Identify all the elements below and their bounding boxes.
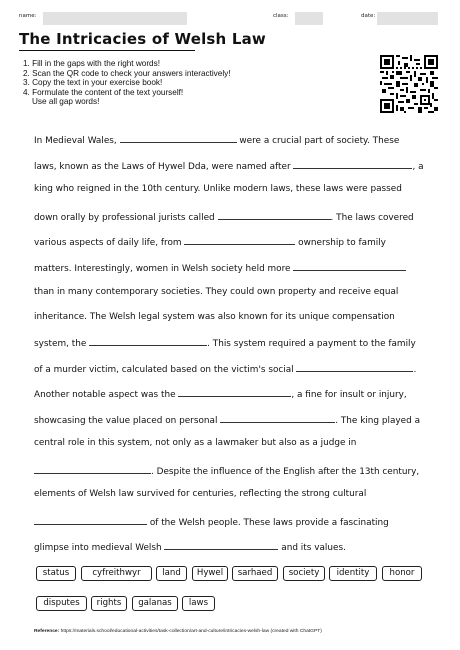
text-line xyxy=(34,184,402,196)
text-segment: Another notable aspect was the xyxy=(34,390,179,400)
gap-blank[interactable] xyxy=(293,159,412,169)
instruction-item: 1. Fill in the gaps with the right words! xyxy=(23,59,160,68)
gap-blank[interactable] xyxy=(34,464,151,474)
word-chip[interactable]: Hywel xyxy=(192,566,228,581)
text-segment: were a crucial part of society. These xyxy=(236,136,400,146)
text-segment: showcasing the value placed on personal xyxy=(34,416,221,426)
gap-blank[interactable] xyxy=(164,540,278,550)
gap-blank[interactable] xyxy=(34,515,147,525)
text-line xyxy=(34,489,366,501)
word-chip[interactable]: cyfreithwyr xyxy=(81,566,152,581)
text-segment: system, the xyxy=(34,339,90,349)
text-line xyxy=(34,540,346,552)
text-line xyxy=(34,515,389,527)
text-segment: elements of Welsh law survived for centuries, reflecting the strong cultural xyxy=(34,489,367,499)
instruction-item: 2. Scan the QR code to check your answers interactively! xyxy=(23,68,231,78)
text-segment: of the Welsh people. These laws provide a fascinating xyxy=(147,518,389,528)
text-segment: inheritance. The Welsh legal system was also known for its unique compensation xyxy=(34,312,395,322)
text-line xyxy=(34,438,356,450)
qr-code[interactable] xyxy=(380,55,438,113)
class-field[interactable] xyxy=(295,12,323,25)
word-chip[interactable]: disputes xyxy=(36,596,87,611)
text-line xyxy=(34,362,416,374)
text-segment: , a fine for insult or injury, xyxy=(291,390,407,400)
instruction-item: Use all gap words! xyxy=(32,97,100,107)
reference-footer xyxy=(34,629,322,634)
text-segment: , a xyxy=(412,162,424,172)
student-header xyxy=(0,12,460,26)
text-segment: . This system required a payment to the family xyxy=(207,339,416,349)
text-line xyxy=(34,287,398,299)
text-line xyxy=(34,336,416,348)
text-line xyxy=(34,210,414,222)
text-segment: matters. Interestingly, women in Welsh society held more xyxy=(34,264,294,274)
word-chip[interactable]: galanas xyxy=(132,596,178,611)
text-segment: down orally by professional jurists called xyxy=(34,213,218,223)
text-segment: central role in this system, not only as a lawmaker but also as a judge in xyxy=(34,438,357,448)
text-segment: various aspects of daily life, from xyxy=(34,238,185,248)
gap-blank[interactable] xyxy=(220,413,335,423)
gap-blank[interactable] xyxy=(218,210,331,220)
text-line xyxy=(34,464,419,476)
gap-blank[interactable] xyxy=(178,387,291,397)
gap-blank[interactable] xyxy=(296,362,413,372)
name-label: name: xyxy=(19,13,37,19)
class-label: class: xyxy=(273,13,289,19)
reference-text: https://materials.school/educational-activities/task-collection/art-and-culture/intricacies-welsh-law (created with ChatGPT) xyxy=(59,629,322,634)
text-line xyxy=(34,312,395,324)
word-chip[interactable]: land xyxy=(156,566,187,581)
text-line xyxy=(34,261,406,273)
instruction-item: 3. Copy the text in your exercise book! xyxy=(23,78,163,88)
instructions-list xyxy=(23,59,231,107)
word-chip[interactable]: honor xyxy=(382,566,422,581)
instruction-item: 4. Formulate the content of the text yourself! xyxy=(23,87,184,97)
text-segment: and its values. xyxy=(278,543,346,553)
word-chip[interactable]: society xyxy=(283,566,325,581)
word-chip[interactable]: status xyxy=(36,566,76,581)
word-chip[interactable]: identity xyxy=(329,566,377,581)
gap-blank[interactable] xyxy=(120,133,237,143)
text-segment: than in many contemporary societies. They could own property and receive equal xyxy=(34,287,399,297)
reference-label: Reference: xyxy=(34,629,60,634)
text-segment: In Medieval Wales, xyxy=(34,136,120,146)
word-chip[interactable]: laws xyxy=(182,596,215,611)
date-field[interactable] xyxy=(377,12,438,25)
text-segment: king who reigned in the 10th century. Unlike modern laws, these laws were passed xyxy=(34,184,402,194)
text-line xyxy=(34,387,407,399)
word-chip[interactable]: rights xyxy=(91,596,127,611)
text-segment: laws, known as the Laws of Hywel Dda, were named after xyxy=(34,162,294,172)
gap-blank[interactable] xyxy=(293,261,406,271)
page-title: The Intricacies of Welsh Law xyxy=(19,30,266,48)
title-underline xyxy=(19,50,195,51)
text-segment: . The king played a xyxy=(335,416,421,426)
text-segment: of a murder victim, calculated based on the victim's social xyxy=(34,365,297,375)
gap-blank[interactable] xyxy=(184,235,295,245)
text-line xyxy=(34,133,399,145)
name-field[interactable] xyxy=(43,12,187,25)
gap-blank[interactable] xyxy=(89,336,207,346)
text-line xyxy=(34,413,420,425)
text-segment: . xyxy=(413,365,417,375)
text-segment: . Despite the influence of the English after the 13th century, xyxy=(151,467,420,477)
text-line xyxy=(34,159,424,171)
text-line xyxy=(34,235,386,247)
text-segment: . The laws covered xyxy=(330,213,414,223)
text-segment: ownership to family xyxy=(295,238,386,248)
text-segment: glimpse into medieval Welsh xyxy=(34,543,165,553)
word-chip[interactable]: sarhaed xyxy=(232,566,278,581)
date-label: date: xyxy=(361,13,376,19)
